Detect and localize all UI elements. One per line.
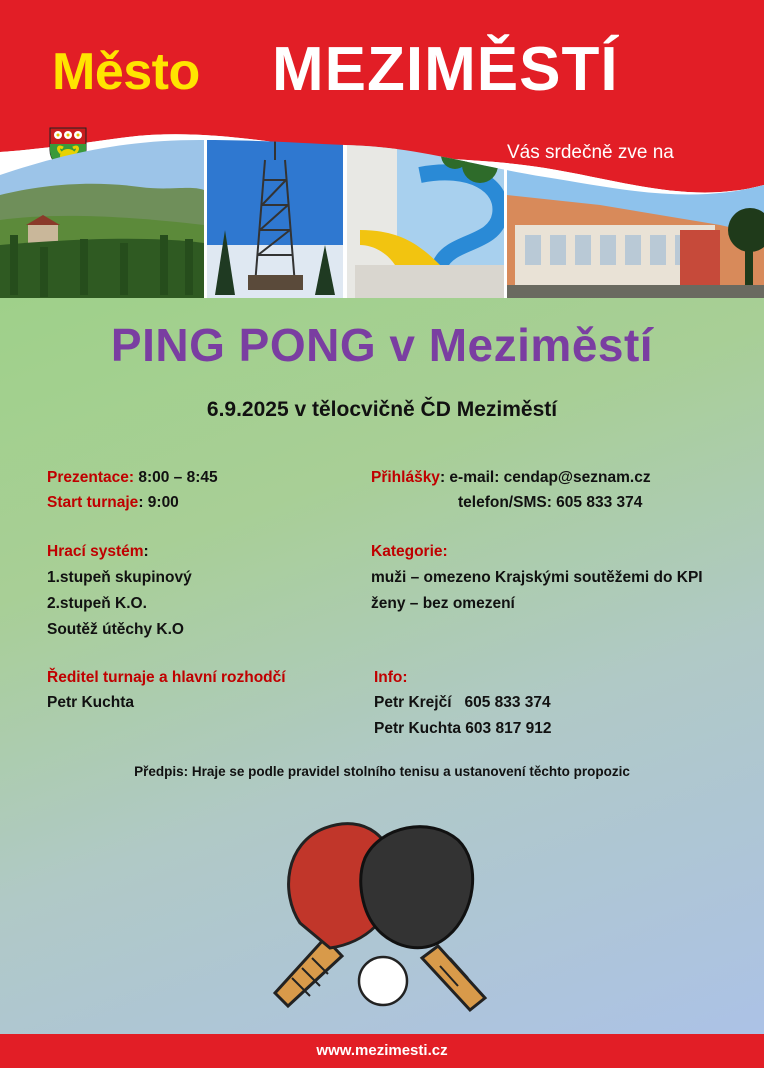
kategorie-label: Kategorie: [371,543,448,560]
prihlasky-label: Přihlášky [371,469,440,486]
system-item: 1.stupeň skupinový [47,569,192,586]
photo-lookout-tower [207,135,343,300]
photo-strip [0,135,764,300]
event-date-venue: 6.9.2025 v tělocvičně ČD Meziměstí [206,398,558,421]
director-label: Ředitel turnaje a hlavní rozhodčí [47,669,286,686]
start-time [47,494,179,512]
email-line: : e-mail: cendap@seznam.cz [439,469,651,486]
system-colon: : [143,543,149,560]
category-item: muži – omezeno Krajskými soutěžemi do KPI [371,569,703,586]
website-link[interactable]: www.mezimesti.cz [316,1042,448,1059]
photo-waterslide [347,135,504,300]
signup-phone: telefon/SMS: 605 833 374 [458,494,643,511]
info-label: Info: [374,669,408,686]
photo-landscape [0,135,204,300]
photo-spa-building [507,135,764,300]
prezentace-label: Prezentace: [47,469,135,486]
prezentace-value: 8:00 – 8:45 [134,469,218,486]
rules-note: Předpis: Hraje se podle pravidel stolního tenisu a ustanovení těchto propozic [134,764,630,779]
signup-email [371,469,651,487]
system-item: 2.stupeň K.O. [47,595,147,612]
director-name: Petr Kuchta [47,694,134,711]
system-label: Hrací systém [47,543,144,560]
invite-text: Vás srdečně zve na [507,142,674,163]
system-item: Soutěž útěchy K.O [47,621,184,638]
title-mesto: Město [52,43,200,101]
event-headline: PING PONG v Meziměstí [110,319,654,371]
info-contact: Petr Krejčí 605 833 374 [374,694,551,711]
ping-pong-paddles-icon [270,818,500,1013]
ping-pong-ball [359,957,407,1005]
title-town-name: MEZIMĚSTÍ [272,35,619,104]
start-value: : 9:00 [138,494,179,511]
info-contact: Petr Kuchta 603 817 912 [374,720,552,737]
category-item: ženy – bez omezení [371,595,515,612]
start-label: Start turnaje [47,494,139,511]
registration-time [47,469,218,487]
header-banner [0,0,764,300]
system-heading [47,543,149,561]
